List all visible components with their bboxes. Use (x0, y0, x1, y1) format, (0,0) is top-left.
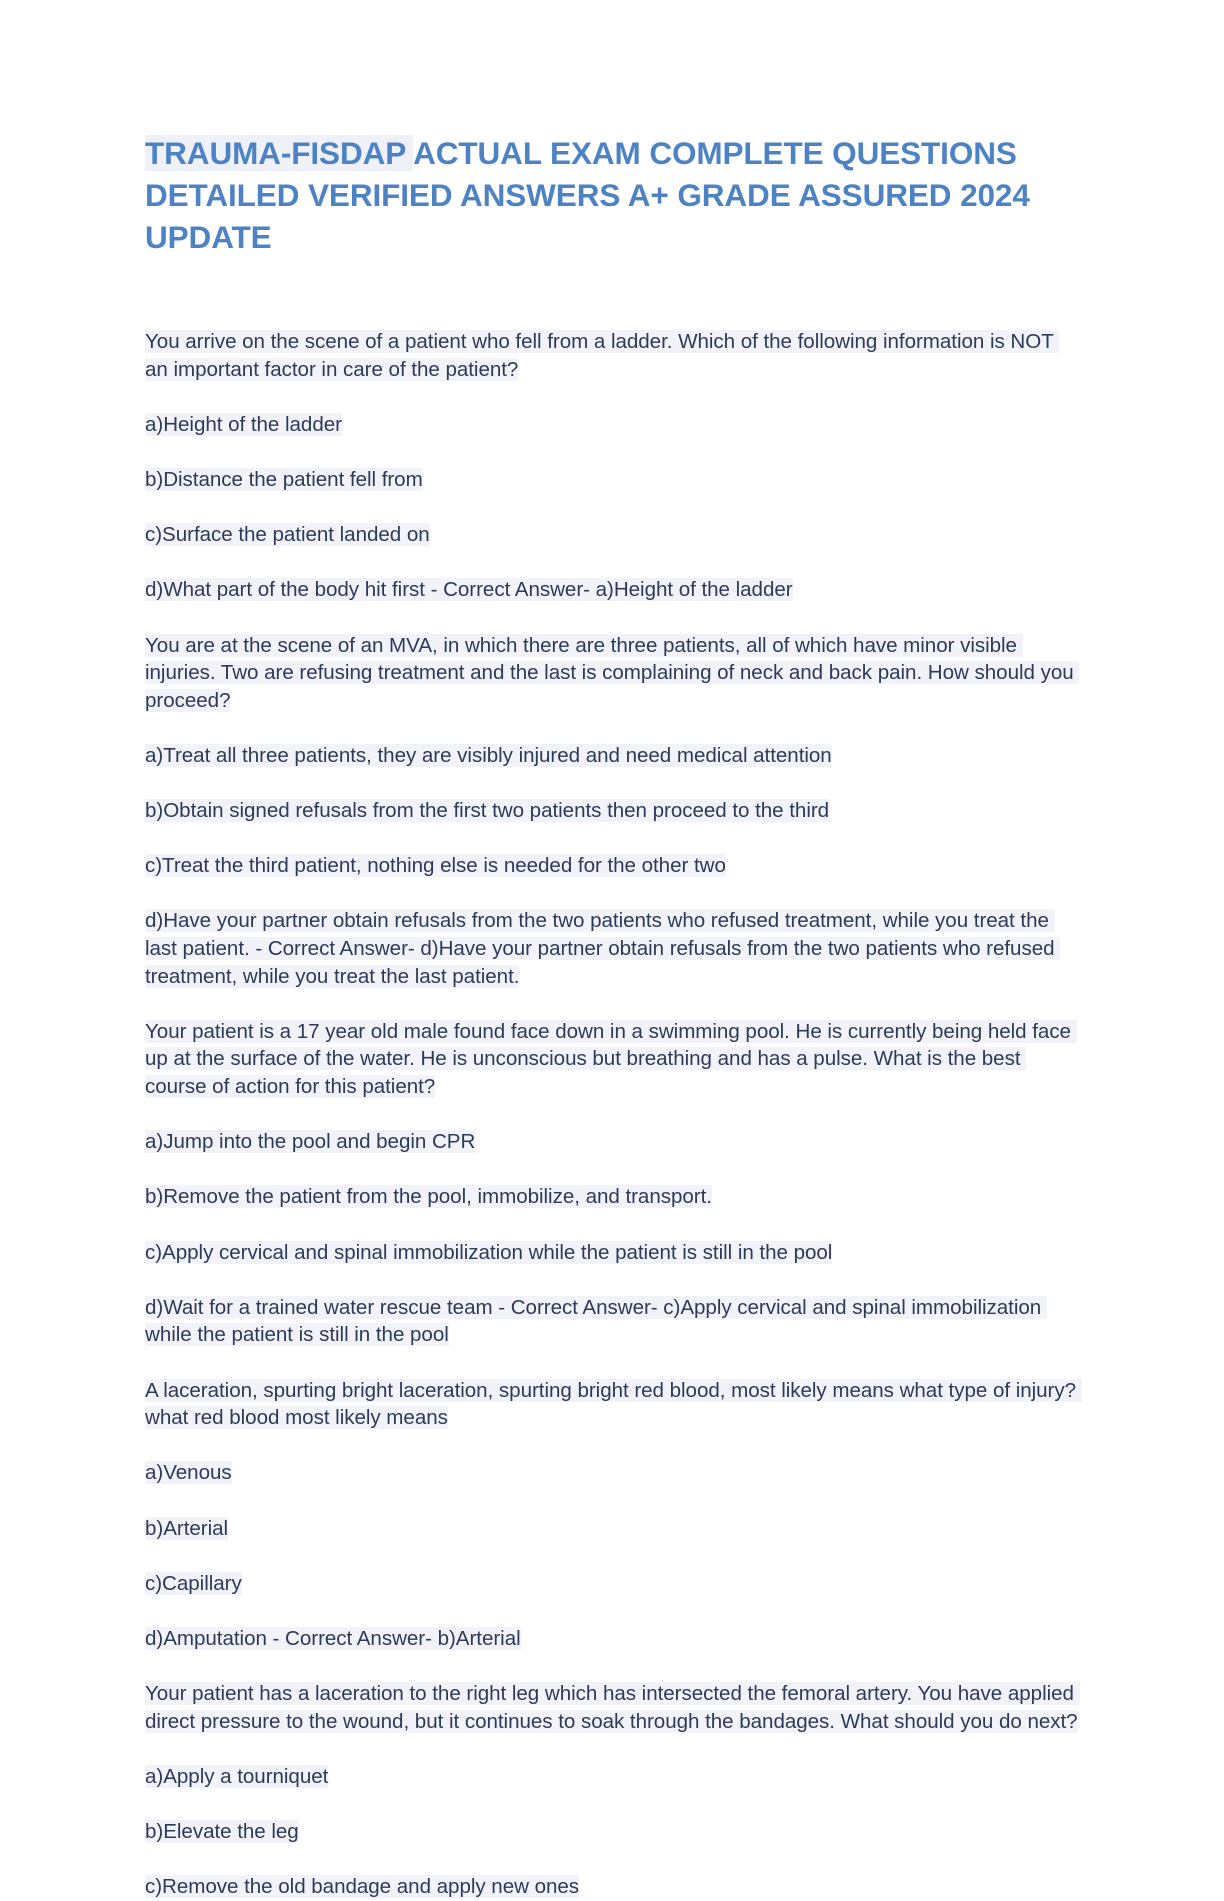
page-title-highlighted-run: TRAUMA-FISDAP (145, 135, 414, 171)
answer-option-text: b)Obtain signed refusals from the first two patients then proceed to the third (145, 799, 830, 823)
answer-option-text: c)Remove the old bandage and apply new ones (145, 1875, 580, 1899)
answer-option-text: c)Surface the patient landed on (145, 523, 430, 547)
answer-option-text: c)Treat the third patient, nothing else is needed for the other two (145, 854, 726, 878)
question-block (145, 1018, 1080, 1349)
answer-option (145, 1763, 1080, 1791)
answer-option (145, 411, 1080, 439)
question-stem-text: You are at the scene of an MVA, in which there are three patients, all of which have minor visible injuries. Two are refusing treatment and the last is complaining of neck and back pain. How should you proceed? (145, 633, 1080, 712)
answer-option (145, 1625, 1080, 1653)
answer-option (145, 1515, 1080, 1543)
answer-option-text: c)Capillary (145, 1571, 242, 1595)
answer-option (145, 1183, 1080, 1211)
answer-option-text: b)Elevate the leg (145, 1820, 299, 1844)
question-stem (145, 1680, 1080, 1735)
question-stem (145, 1018, 1080, 1101)
question-stem-text: Your patient is a 17 year old male found face down in a swimming pool. He is currently being held face up at the surface of the water. He is unconscious but breathing and has a pulse. What is the best course of action for this patient? (145, 1019, 1077, 1099)
answer-option (145, 576, 1080, 604)
question-stem-text: A laceration, spurting bright laceration, spurting bright red blood, most likely means what type of injury? what red blood most likely means (145, 1378, 1082, 1430)
answer-option-text: d)Wait for a trained water rescue team - Correct Answer- c)Apply cervical and spinal immobilization while the patient is still in the pool (145, 1295, 1047, 1347)
answer-option (145, 1128, 1080, 1156)
answer-option (145, 797, 1080, 825)
answer-option-text: a)Venous (145, 1461, 232, 1485)
question-stem (145, 632, 1080, 715)
answer-option (145, 1873, 1080, 1901)
answer-option (145, 1294, 1080, 1349)
document-content (145, 132, 1080, 1901)
question-block (145, 632, 1080, 991)
question-stem (145, 1377, 1080, 1432)
answer-option-text: b)Remove the patient from the pool, immobilize, and transport. (145, 1185, 712, 1209)
page-title (145, 132, 1045, 258)
question-block (145, 1377, 1080, 1653)
answer-option (145, 1459, 1080, 1487)
answer-option-text: a)Apply a tourniquet (145, 1764, 329, 1788)
question-block (145, 328, 1080, 604)
answer-option-text: d)What part of the body hit first - Correct Answer- a)Height of the ladder (145, 578, 793, 602)
question-stem (145, 328, 1080, 383)
answer-option-text: d)Have your partner obtain refusals from the two patients who refused treatment, while you treat the last patient. - Correct Answer- d)Have your partner obtain refusals from the two patients who refused treatment, while you treat the last patient. (145, 909, 1061, 988)
answer-option (145, 1239, 1080, 1267)
question-stem-text: Your patient has a laceration to the right leg which has intersected the femoral artery. You have applied direct pressure to the wound, but it continues to soak through the bandages. What should you do next? (145, 1682, 1080, 1733)
answer-option-text: d)Amputation - Correct Answer- b)Arterial (145, 1626, 521, 1650)
question-block (145, 1680, 1080, 1901)
answer-option (145, 466, 1080, 494)
answer-option (145, 742, 1080, 770)
answer-option (145, 907, 1080, 990)
answer-option-text: a)Jump into the pool and begin CPR (145, 1130, 476, 1154)
question-stem-text: You arrive on the scene of a patient who fell from a ladder. Which of the following information is NOT an important factor in care of the patient? (145, 330, 1060, 381)
answer-option-text: c)Apply cervical and spinal immobilization while the patient is still in the pool (145, 1240, 833, 1264)
page-title-rest: ACTUAL EXAM COMPLETE QUESTIONS DETAILED VERIFIED ANSWERS A+ GRADE ASSURED 2024 UPDATE (145, 135, 1030, 255)
answer-option-text: b)Distance the patient fell from (145, 467, 423, 491)
answer-option-text: a)Height of the ladder (145, 412, 342, 436)
answer-option-text: a)Treat all three patients, they are visibly injured and need medical attention (145, 743, 832, 767)
answer-option (145, 521, 1080, 549)
answer-option (145, 1818, 1080, 1846)
question-list (145, 328, 1080, 1901)
answer-option (145, 852, 1080, 880)
answer-option-text: b)Arterial (145, 1516, 229, 1540)
